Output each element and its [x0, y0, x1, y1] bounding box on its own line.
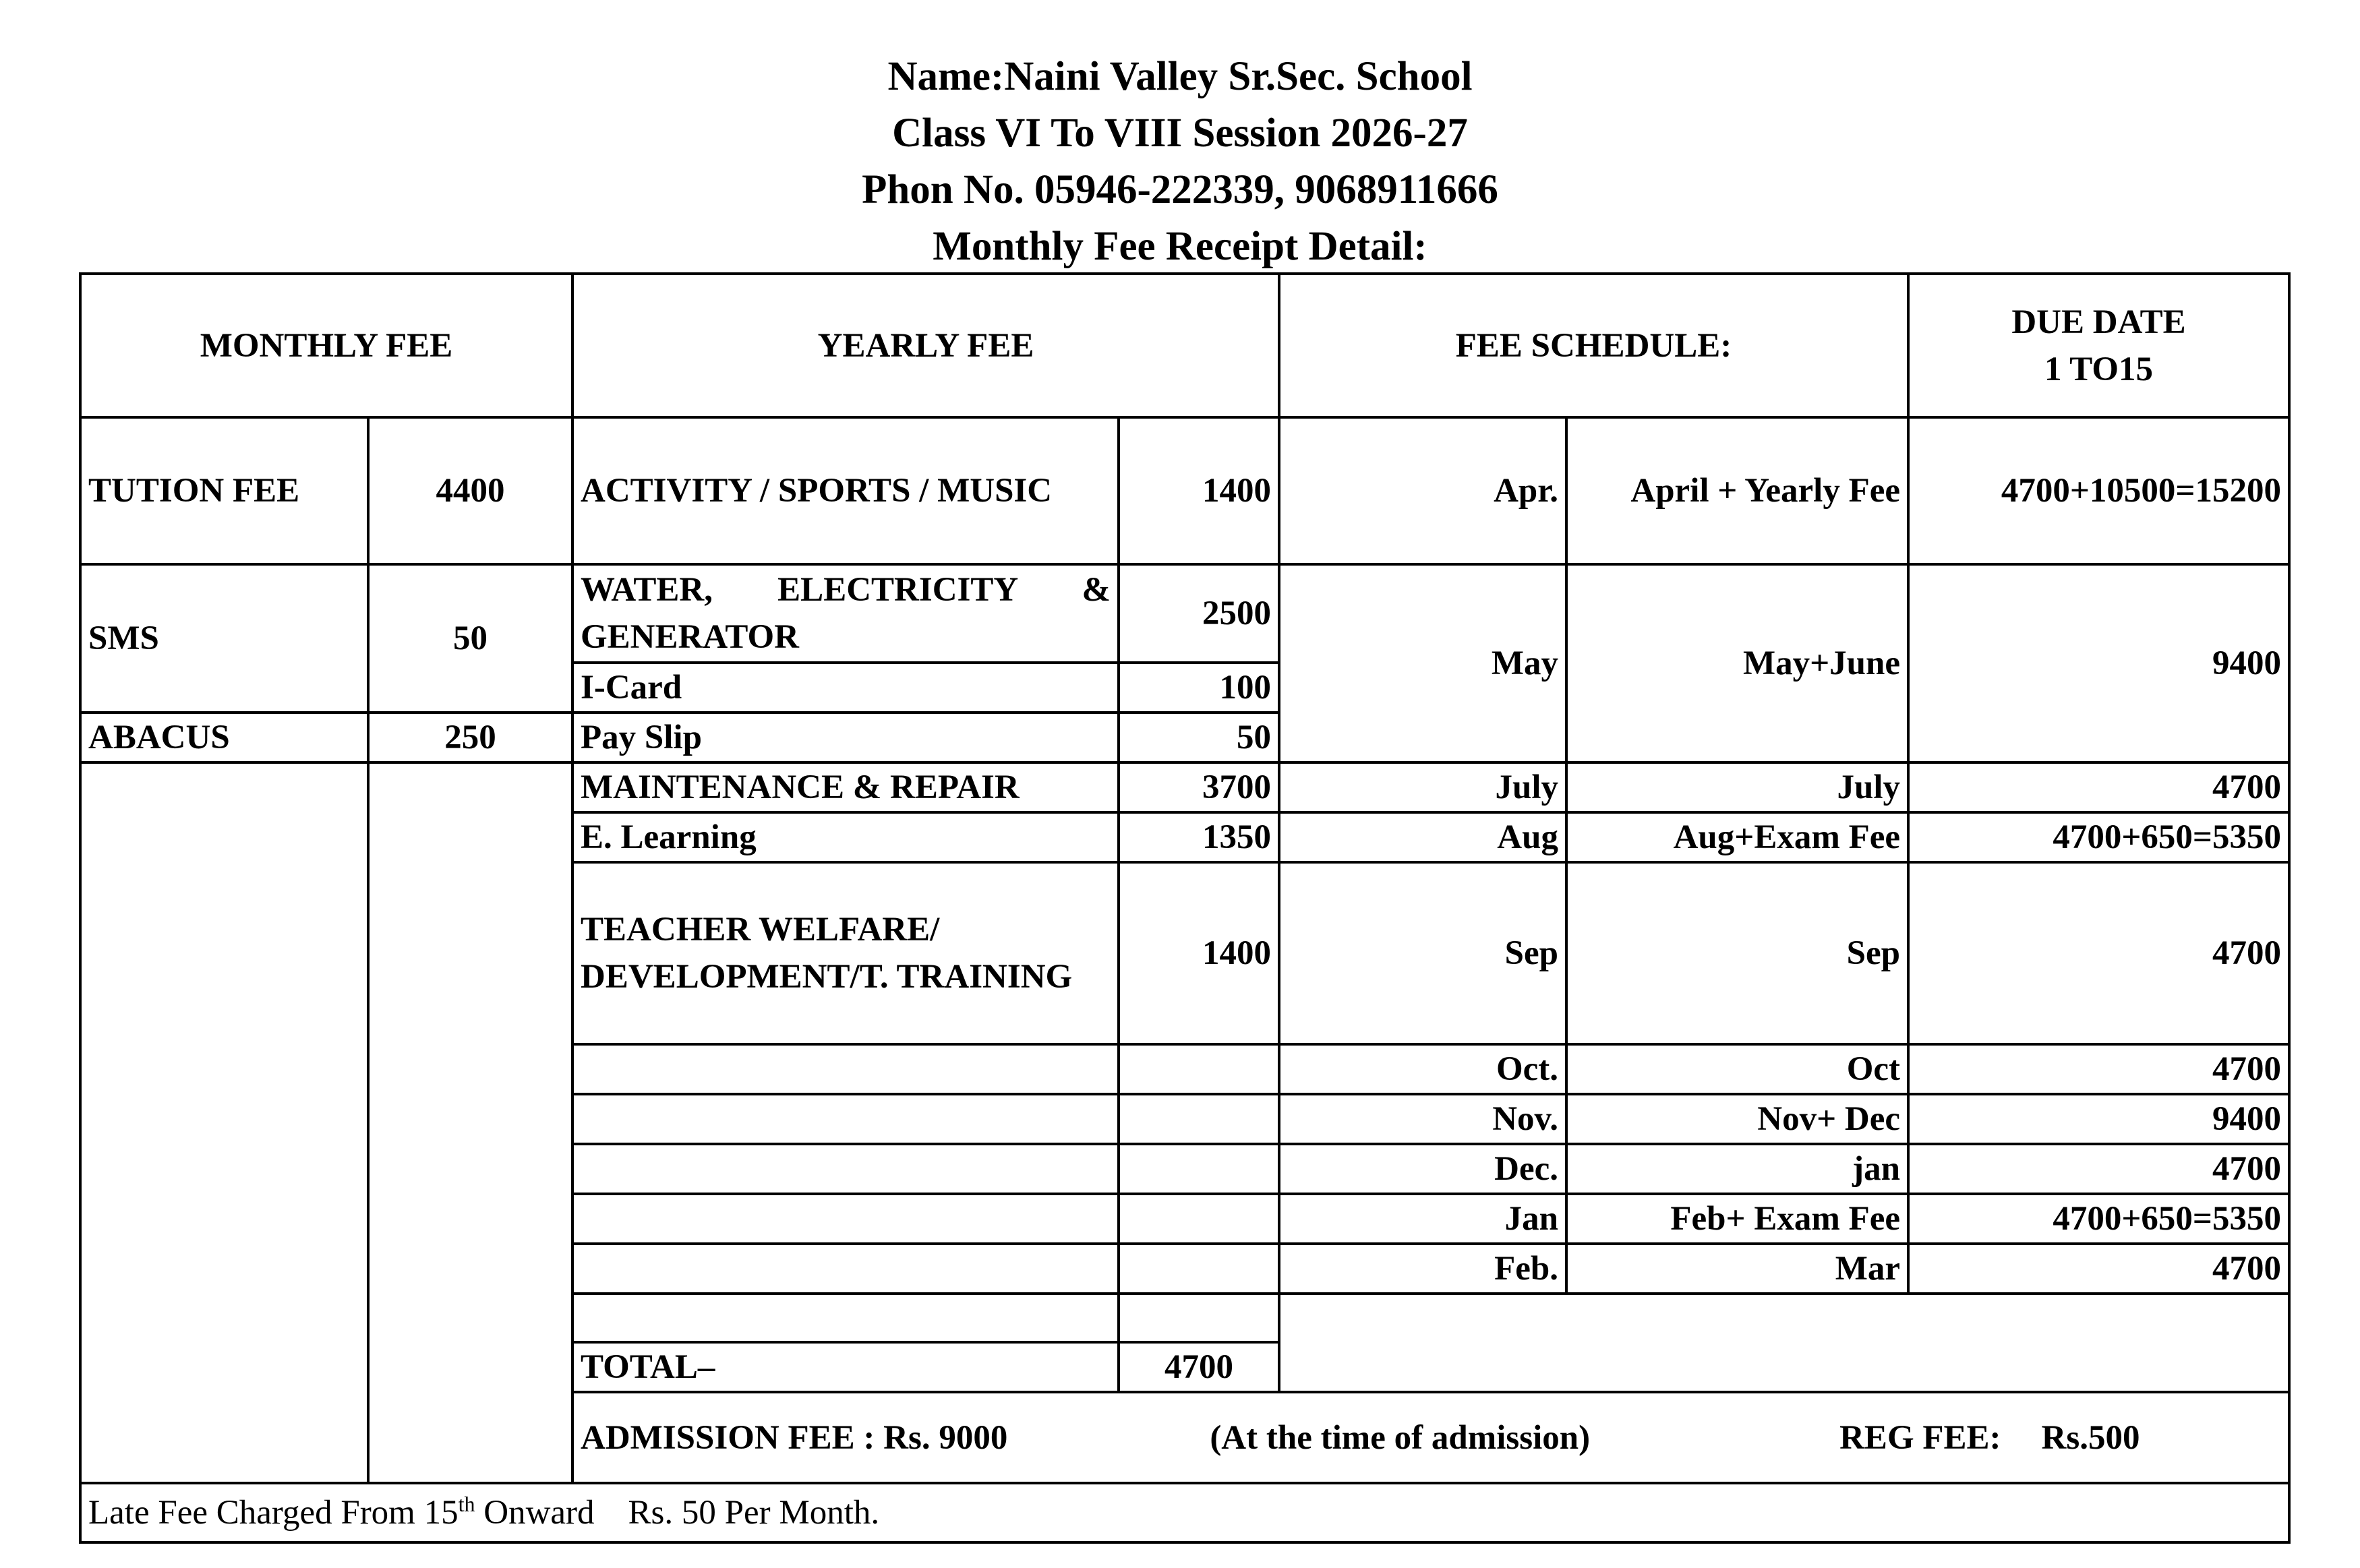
yearly-fee-label: Pay Slip: [572, 713, 1119, 762]
schedule-desc: July: [1566, 762, 1908, 812]
schedule-due: 4700: [1908, 762, 2289, 812]
schedule-month: Nov.: [1279, 1094, 1566, 1144]
schedule-desc: April + Yearly Fee: [1566, 417, 1908, 564]
schedule-due: 4700+10500=15200: [1908, 417, 2289, 564]
monthly-fee-empty: [80, 762, 368, 1483]
yearly-fee-empty: [572, 1244, 1119, 1294]
monthly-fee-label: SMS: [80, 564, 368, 713]
schedule-desc: Sep: [1566, 862, 1908, 1044]
yearly-fee-empty: [572, 1144, 1119, 1194]
yearly-fee-empty: [572, 1044, 1119, 1094]
table-header-row: [80, 274, 2289, 417]
yearly-fee-empty: [572, 1094, 1119, 1144]
table-row: [80, 417, 2289, 564]
schedule-due: 4700+650=5350: [1908, 1194, 2289, 1244]
schedule-blank-area: [1279, 1294, 2289, 1392]
schedule-desc: May+June: [1566, 564, 1908, 762]
late-fee-amount: Rs. 50 Per Month.: [628, 1494, 880, 1532]
document-header: [0, 49, 2360, 275]
yearly-fee-empty: [1119, 1144, 1279, 1194]
yearly-fee-label: WATER, ELECTRICITY & GENERATOR: [572, 564, 1119, 663]
schedule-month: Dec.: [1279, 1144, 1566, 1194]
schedule-month: Oct.: [1279, 1044, 1566, 1094]
yearly-fee-label: E. Learning: [572, 812, 1119, 862]
monthly-fee-amount: 4400: [368, 417, 572, 564]
due-date-heading: DUE DATE 1 TO15: [1908, 274, 2289, 417]
monthly-total-value: 4700: [1119, 1342, 1279, 1392]
schedule-due: 4700: [1908, 1244, 2289, 1294]
fee-table: [79, 272, 2291, 1544]
phone-numbers: Phon No. 05946-222339, 9068911666: [862, 167, 1498, 212]
monthly-fee-label: TUTION FEE: [80, 417, 368, 564]
yearly-fee-empty: [1119, 1094, 1279, 1144]
schedule-month: Aug: [1279, 812, 1566, 862]
schedule-desc: Feb+ Exam Fee: [1566, 1194, 1908, 1244]
schedule-month: Apr.: [1279, 417, 1566, 564]
table-row: [80, 564, 2289, 663]
late-fee-note: Late Fee Charged From 15th Onward Rs. 50 Per Month.: [80, 1483, 2289, 1542]
schedule-desc: jan: [1566, 1144, 1908, 1194]
schedule-desc: Mar: [1566, 1244, 1908, 1294]
schedule-due: 4700: [1908, 862, 2289, 1044]
admission-info: [572, 1392, 2289, 1483]
fee-schedule-heading: FEE SCHEDULE:: [1279, 274, 1908, 417]
schedule-due: 9400: [1908, 1094, 2289, 1144]
receipt-title: Monthly Fee Receipt Detail:: [933, 224, 1427, 269]
monthly-fee-amount: 250: [368, 713, 572, 762]
yearly-fee-amount: 3700: [1119, 762, 1279, 812]
schedule-desc: Aug+Exam Fee: [1566, 812, 1908, 862]
yearly-fee-amount: 1400: [1119, 862, 1279, 1044]
yearly-fee-empty: [572, 1194, 1119, 1244]
admission-fee: ADMISSION FEE : Rs. 9000: [581, 1418, 1008, 1457]
schedule-due: 4700+650=5350: [1908, 812, 2289, 862]
table-row: [80, 762, 2289, 812]
schedule-desc: Oct: [1566, 1044, 1908, 1094]
schedule-month: May: [1279, 564, 1566, 762]
yearly-fee-label: MAINTENANCE & REPAIR: [572, 762, 1119, 812]
yearly-fee-empty: [1119, 1044, 1279, 1094]
class-session: Class VI To VIII Session 2026-27: [892, 111, 1468, 156]
yearly-fee-heading: YEARLY FEE: [572, 274, 1279, 417]
yearly-fee-label: TEACHER WELFARE/ DEVELOPMENT/T. TRAINING: [572, 862, 1119, 1044]
yearly-fee-amount: 50: [1119, 713, 1279, 762]
yearly-fee-empty: [1119, 1194, 1279, 1244]
schedule-month: Jan: [1279, 1194, 1566, 1244]
schedule-month: Feb.: [1279, 1244, 1566, 1294]
yearly-fee-amount: 1350: [1119, 812, 1279, 862]
yearly-fee-amount: 1400: [1119, 417, 1279, 564]
monthly-fee-heading: MONTHLY FEE: [80, 274, 572, 417]
late-fee-row: [80, 1483, 2289, 1542]
school-name: Name:Naini Valley Sr.Sec. School: [887, 54, 1473, 99]
reg-fee-value: Rs.500: [2041, 1418, 2140, 1457]
schedule-desc: Nov+ Dec: [1566, 1094, 1908, 1144]
yearly-fee-empty: [1119, 1294, 1279, 1342]
reg-fee-label: REG FEE:: [1839, 1418, 2001, 1457]
admission-note: (At the time of admission): [1210, 1418, 1591, 1457]
yearly-fee-empty: [572, 1294, 1119, 1342]
yearly-fee-label: I-Card: [572, 663, 1119, 713]
schedule-month: Sep: [1279, 862, 1566, 1044]
monthly-fee-label: ABACUS: [80, 713, 368, 762]
schedule-due: 4700: [1908, 1044, 2289, 1094]
yearly-fee-label: ACTIVITY / SPORTS / MUSIC: [572, 417, 1119, 564]
monthly-total-label: TOTAL–: [572, 1342, 1119, 1392]
schedule-due: 9400: [1908, 564, 2289, 762]
yearly-fee-empty: [1119, 1244, 1279, 1294]
monthly-fee-amount: 50: [368, 564, 572, 713]
monthly-fee-empty: [368, 762, 572, 1483]
schedule-month: July: [1279, 762, 1566, 812]
yearly-fee-amount: 100: [1119, 663, 1279, 713]
yearly-fee-amount: 2500: [1119, 564, 1279, 663]
schedule-due: 4700: [1908, 1144, 2289, 1194]
